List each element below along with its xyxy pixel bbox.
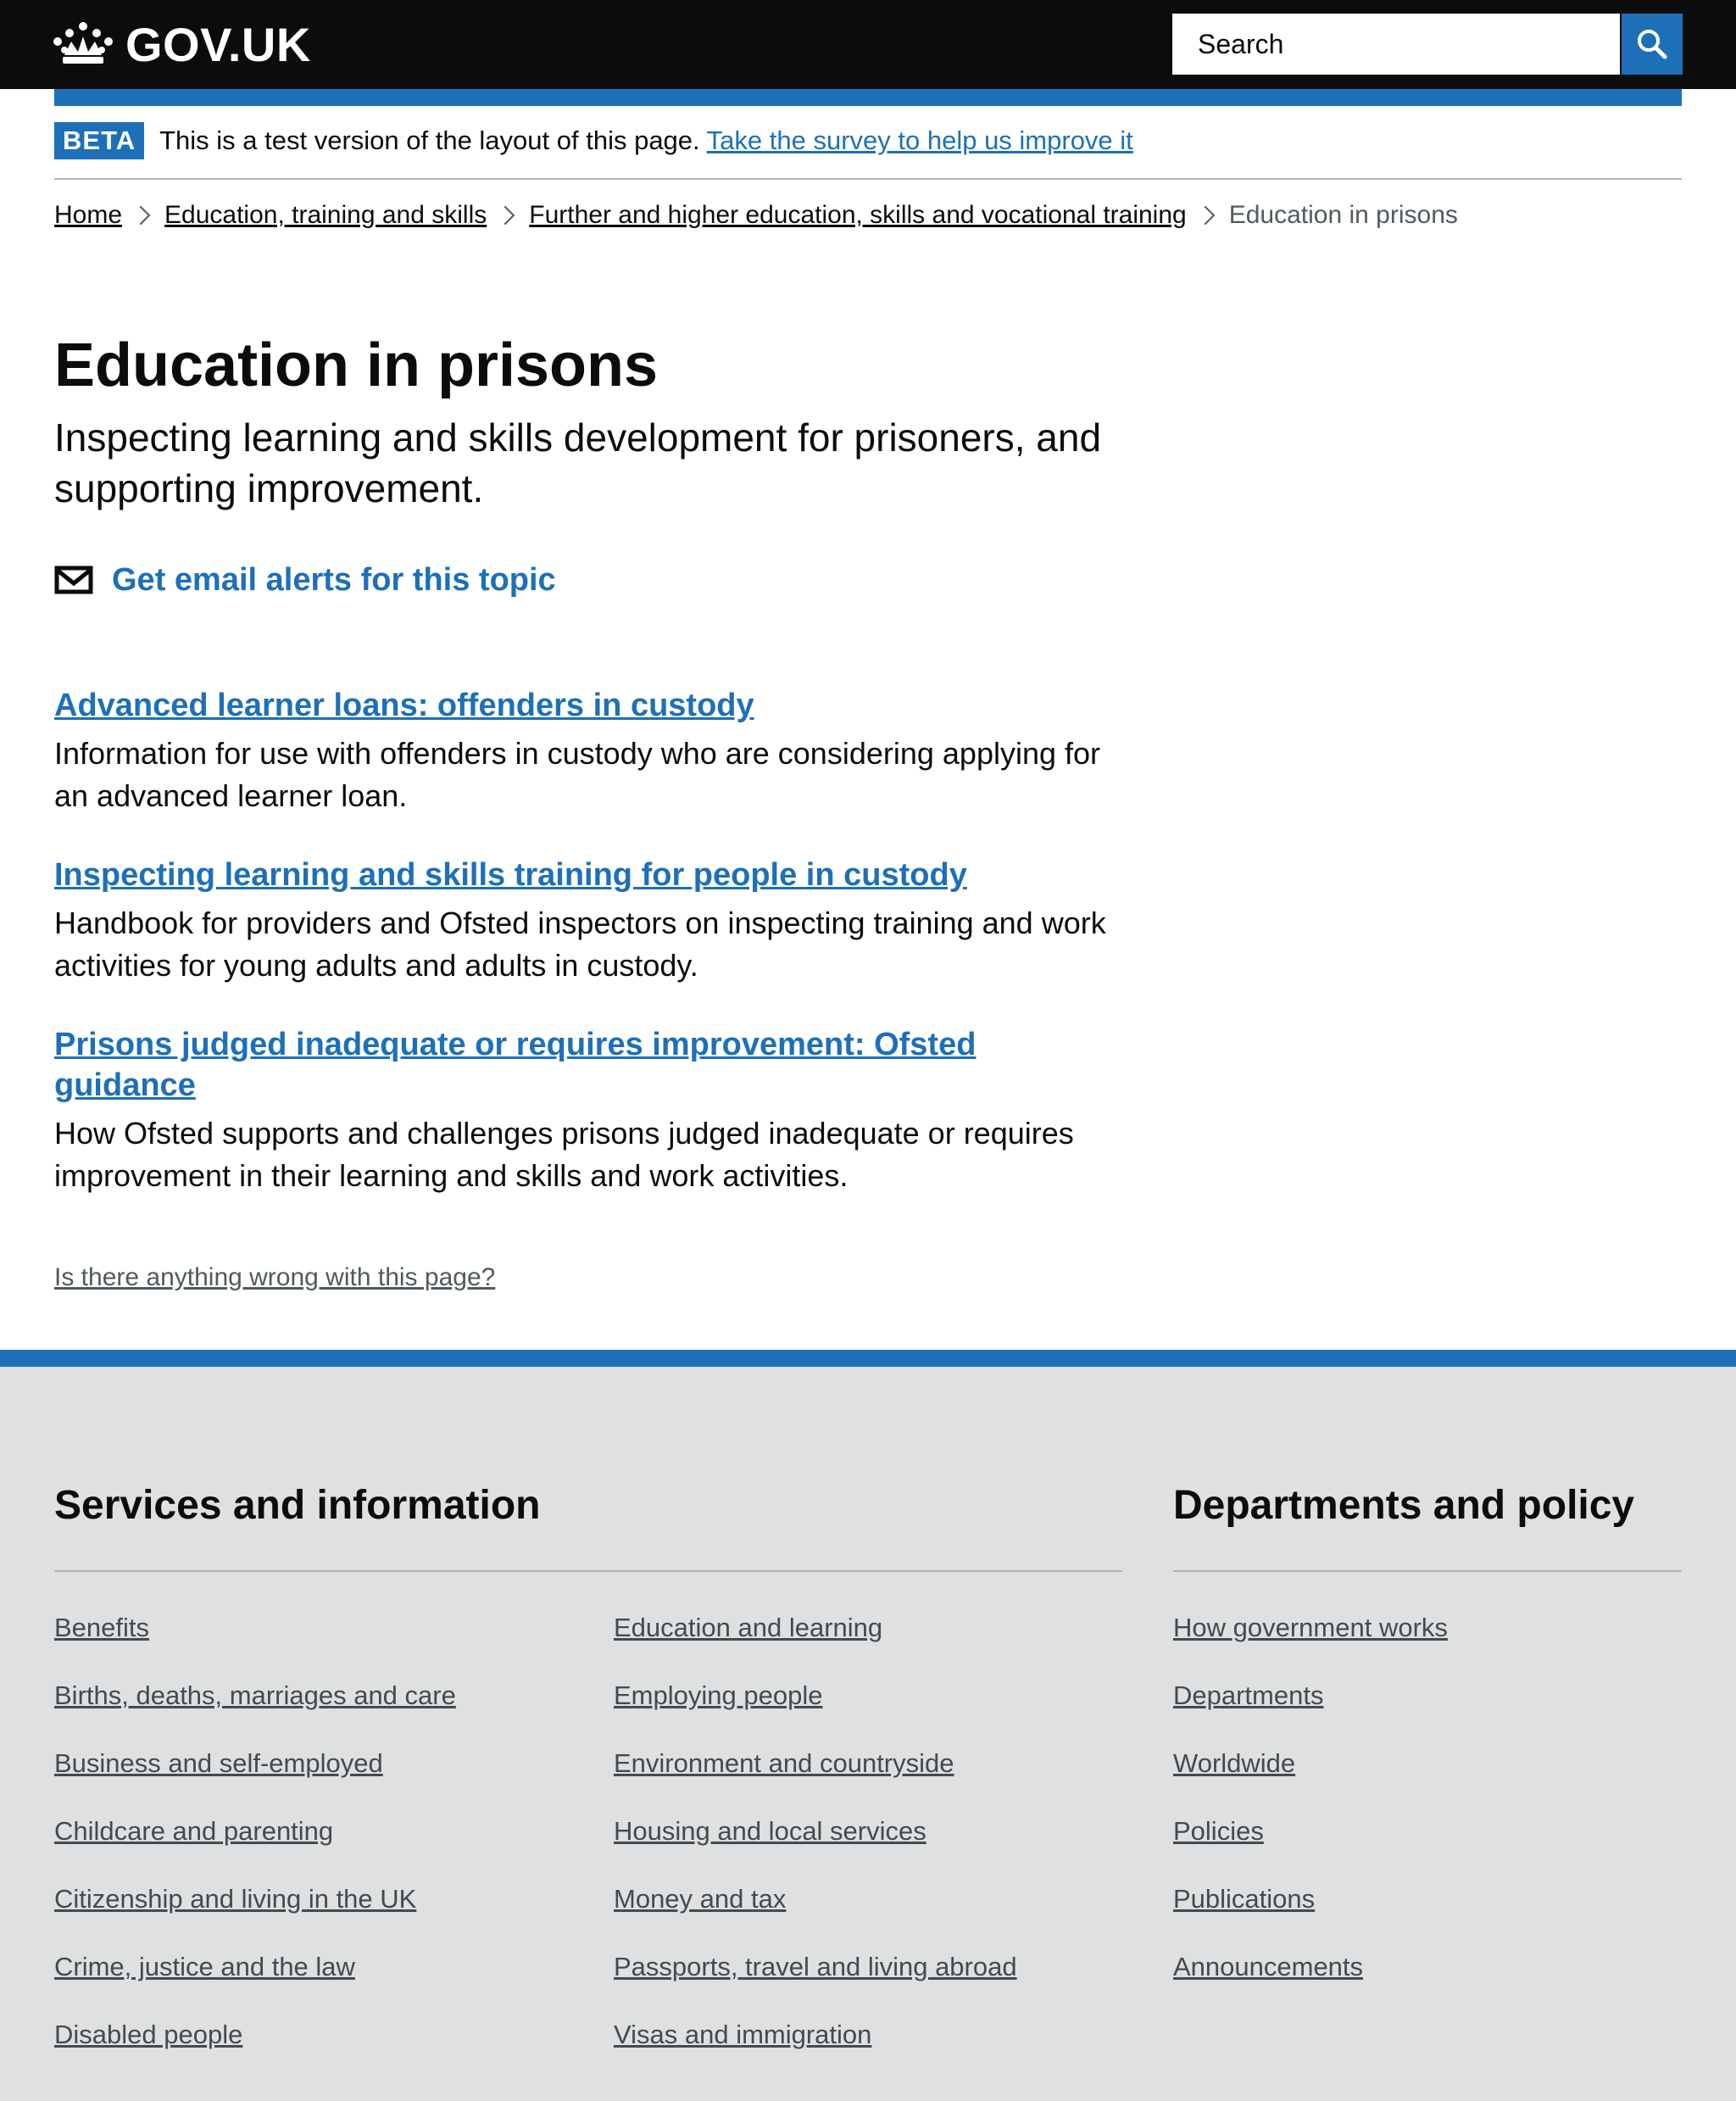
document-description: How Ofsted supports and challenges prisons judged inadequate or requires improvement in their learning and skills and work activities. xyxy=(54,1116,1074,1193)
footer-link[interactable]: Benefits xyxy=(54,1613,150,1642)
list-item xyxy=(54,1816,456,1884)
services-heading: Services and information xyxy=(54,1483,541,1528)
services-list-col1 xyxy=(54,1613,456,2087)
search-icon xyxy=(1636,28,1668,60)
search-form xyxy=(1172,14,1683,75)
logo-text: GOV.UK xyxy=(125,18,311,71)
header-blue-bar xyxy=(54,89,1682,106)
departments-heading: Departments and policy xyxy=(1173,1483,1635,1528)
list-item xyxy=(54,1748,456,1816)
footer-link[interactable]: How government works xyxy=(1173,1613,1448,1642)
services-divider xyxy=(54,1570,1122,1572)
list-item xyxy=(54,1884,456,1952)
list-item xyxy=(1173,1816,1448,1884)
list-item xyxy=(54,1680,456,1748)
chevron-right-icon xyxy=(496,206,515,226)
footer-link[interactable]: Housing and local services xyxy=(614,1816,926,1846)
list-item xyxy=(1173,1884,1448,1952)
list-item xyxy=(614,2020,1017,2087)
document-item xyxy=(54,685,1122,817)
departments-list xyxy=(1173,1613,1448,2020)
list-item xyxy=(54,1952,456,2020)
breadcrumb-home[interactable]: Home xyxy=(54,201,123,229)
list-item xyxy=(54,1613,456,1680)
footer-link[interactable]: Births, deaths, marriages and care xyxy=(54,1680,456,1710)
chevron-right-icon xyxy=(131,206,151,226)
list-item xyxy=(1173,1748,1448,1816)
beta-text: This is a test version of the layout of this page. xyxy=(159,125,700,155)
site-header xyxy=(0,0,1736,89)
departments-divider xyxy=(1173,1570,1682,1572)
document-link[interactable]: Inspecting learning and skills training for people in custody xyxy=(54,857,967,893)
list-item xyxy=(614,1613,1017,1680)
list-item xyxy=(1173,1952,1448,2020)
breadcrumb-further-higher-education[interactable]: Further and higher education, skills and vocational training xyxy=(529,201,1187,229)
email-alerts-link[interactable] xyxy=(54,560,556,600)
chevron-right-icon xyxy=(1195,206,1215,226)
footer-link[interactable]: Childcare and parenting xyxy=(54,1816,334,1846)
page-description: Inspecting learning and skills development for prisoners, and supporting improvement. xyxy=(54,415,1102,510)
breadcrumb-current: Education in prisons xyxy=(1228,201,1458,229)
beta-divider xyxy=(54,178,1682,180)
email-alerts-label: Get email alerts for this topic xyxy=(112,561,556,598)
site-footer xyxy=(0,1350,1736,2101)
document-item xyxy=(54,855,1122,987)
footer-link[interactable]: Visas and immigration xyxy=(614,2020,872,2049)
footer-link[interactable]: Education and learning xyxy=(614,1613,883,1642)
page-title: Education in prisons xyxy=(54,332,659,399)
survey-link[interactable]: Take the survey to help us improve it xyxy=(706,125,1133,155)
document-link[interactable]: Advanced learner loans: offenders in custody xyxy=(54,688,754,723)
footer-link[interactable]: Money and tax xyxy=(614,1884,787,1914)
list-item xyxy=(1173,1613,1448,1680)
services-list-col2 xyxy=(614,1613,1017,2087)
document-description: Handbook for providers and Ofsted inspectors on inspecting training and work activities for young adults and adults in custody. xyxy=(54,906,1106,983)
footer-link[interactable]: Business and self-employed xyxy=(54,1748,383,1778)
footer-link[interactable]: Departments xyxy=(1173,1680,1324,1710)
beta-tag: BETA xyxy=(54,122,144,159)
footer-link[interactable]: Policies xyxy=(1173,1816,1264,1846)
footer-link[interactable]: Announcements xyxy=(1173,1952,1364,1981)
footer-link[interactable]: Citizenship and living in the UK xyxy=(54,1884,417,1914)
list-item xyxy=(614,1816,1017,1884)
report-problem-link[interactable]: Is there anything wrong with this page? xyxy=(54,1263,496,1291)
list-item xyxy=(614,1884,1017,1952)
govuk-logo[interactable] xyxy=(53,19,311,71)
list-item xyxy=(1173,1680,1448,1748)
footer-link[interactable]: Crime, justice and the law xyxy=(54,1952,355,1981)
list-item xyxy=(614,1952,1017,2020)
footer-link[interactable]: Employing people xyxy=(614,1680,823,1710)
list-item xyxy=(54,2020,456,2087)
search-input[interactable] xyxy=(1172,14,1620,75)
beta-banner xyxy=(54,122,1133,159)
list-item xyxy=(614,1748,1017,1816)
crown-icon xyxy=(53,21,114,69)
list-item xyxy=(614,1680,1017,1748)
breadcrumb xyxy=(54,198,1458,232)
document-description: Information for use with offenders in custody who are considering applying for an advanced learner loan. xyxy=(54,736,1101,813)
envelope-icon xyxy=(54,566,93,594)
footer-link[interactable]: Environment and countryside xyxy=(614,1748,954,1778)
footer-link[interactable]: Passports, travel and living abroad xyxy=(614,1952,1017,1981)
document-link[interactable]: Prisons judged inadequate or requires improvement: Ofsted guidance xyxy=(54,1027,976,1103)
breadcrumb-education-training-skills[interactable]: Education, training and skills xyxy=(164,201,487,229)
footer-link[interactable]: Publications xyxy=(1173,1884,1316,1914)
footer-link[interactable]: Disabled people xyxy=(54,2020,243,2049)
document-item xyxy=(54,1024,1122,1197)
footer-link[interactable]: Worldwide xyxy=(1173,1748,1296,1778)
search-button[interactable] xyxy=(1622,14,1683,75)
